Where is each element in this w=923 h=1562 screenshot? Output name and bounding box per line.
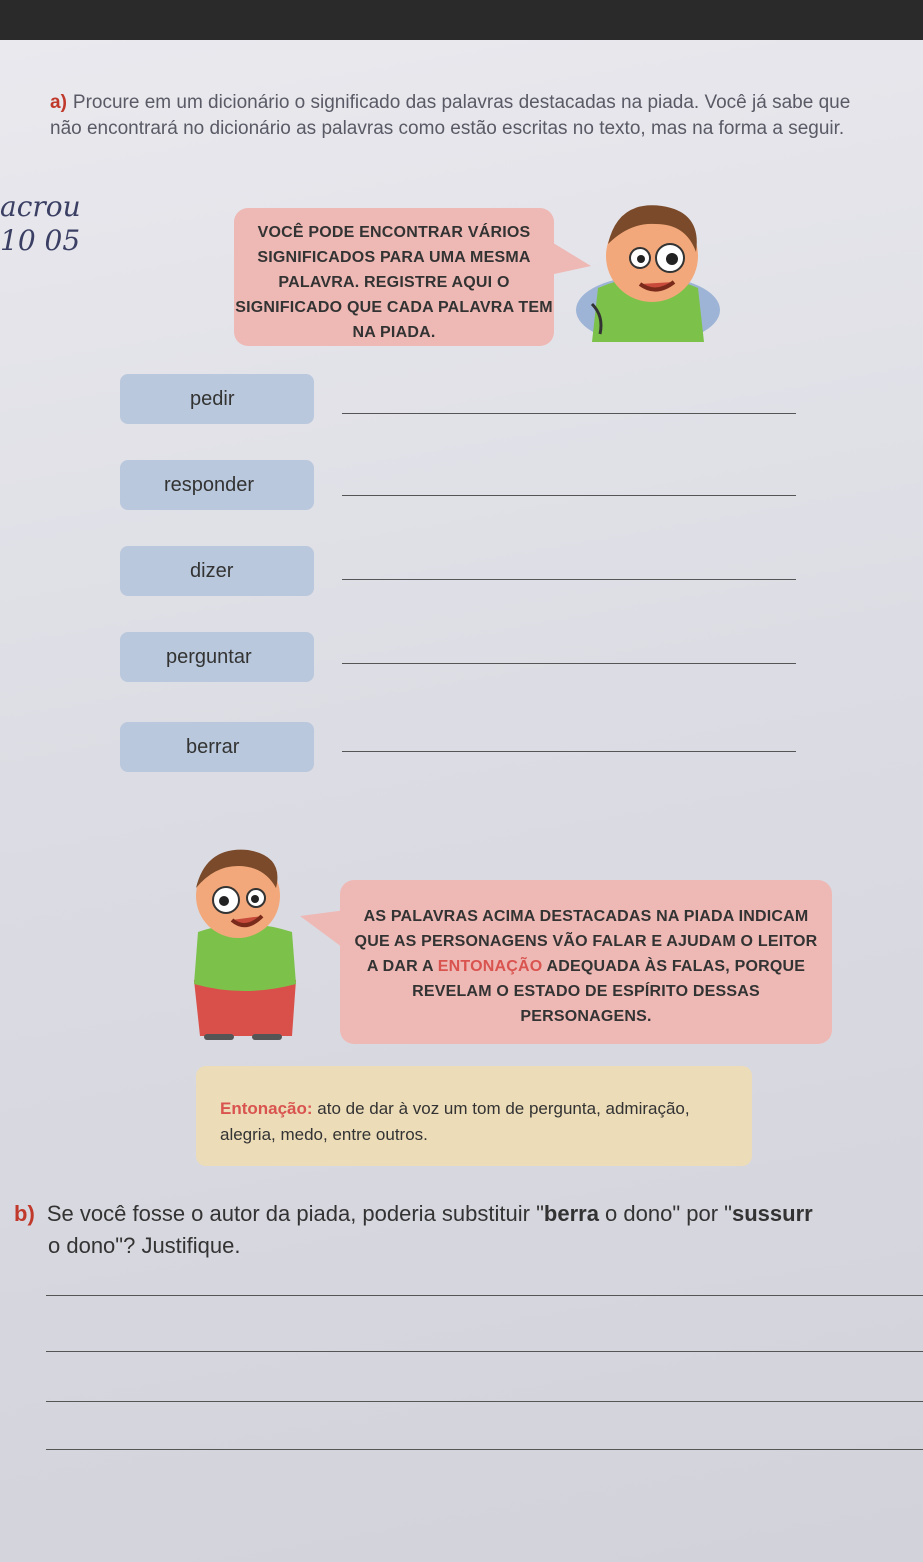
worksheet-page <box>0 40 923 1562</box>
answer-line-berrar[interactable] <box>342 750 796 752</box>
handwritten-note <box>0 190 120 258</box>
question-a-text: Procure em um dicionário o significado das palavras destacadas na piada. Você já sabe que não encontrará no dicionário as palavras como estão escritas no texto, mas na forma a seguir. <box>50 92 851 139</box>
boy-character-top-illustration <box>570 192 720 342</box>
definition-text: ato de dar à voz um tom de pergunta, admiração, alegria, medo, entre outros. <box>220 1099 690 1144</box>
answer-line-b-3[interactable] <box>46 1400 923 1402</box>
question-a-label: a) <box>50 92 67 113</box>
word-box-perguntar: perguntar <box>120 632 314 682</box>
answer-line-b-1[interactable] <box>46 1294 923 1296</box>
question-b-text-3: o dono"? Justifique. <box>48 1233 241 1258</box>
question-b-bold-1: berra <box>543 1201 599 1226</box>
question-b-text-2: o dono" por " <box>598 1201 732 1226</box>
bubble-bottom-text-2: ADEQUADA ÀS FALAS, PORQUE REVELAM O ESTADO DE ESPÍRITO DESSAS PERSONAGENS. <box>412 958 806 1025</box>
word-box-dizer: dizer <box>120 546 314 596</box>
question-b-bold-2: sussurr <box>731 1201 813 1226</box>
handwritten-note-line1: acrou <box>0 190 81 223</box>
answer-line-responder[interactable] <box>342 494 796 496</box>
bubble-bottom-highlight: ENTONAÇÃO <box>437 958 543 975</box>
answer-line-dizer[interactable] <box>342 578 796 580</box>
speech-bubble-bottom <box>340 880 832 1044</box>
answer-line-perguntar[interactable] <box>342 662 796 664</box>
word-box-responder: responder <box>120 460 314 510</box>
word-box-berrar: berrar <box>120 722 314 772</box>
bubble-bottom-text-1: AS PALAVRAS ACIMA DESTACADAS NA PIADA INDICAM QUE AS PERSONAGENS VÃO FALAR E AJUDAM O LEITOR A DAR A <box>354 908 818 975</box>
question-b <box>14 1198 923 1262</box>
answer-line-b-2[interactable] <box>46 1350 923 1352</box>
question-a <box>50 90 860 142</box>
question-b-text-1: Se você fosse o autor da piada, poderia substituir " <box>40 1201 544 1226</box>
question-b-label: b) <box>14 1201 35 1226</box>
word-box-pedir: pedir <box>120 374 314 424</box>
handwritten-note-line2: 10 05 <box>0 224 81 257</box>
speech-bubble-top: VOCÊ PODE ENCONTRAR VÁRIOS SIGNIFICADOS PARA UMA MESMA PALAVRA. REGISTRE AQUI O SIGNIFICADO QUE CADA PALAVRA TEM NA PIADA. <box>234 208 554 346</box>
definition-term: Entonação: <box>220 1099 313 1118</box>
answer-line-pedir[interactable] <box>342 412 796 414</box>
answer-line-b-4[interactable] <box>46 1448 923 1450</box>
definition-box <box>196 1066 752 1166</box>
boy-character-bottom-illustration <box>180 840 310 1046</box>
